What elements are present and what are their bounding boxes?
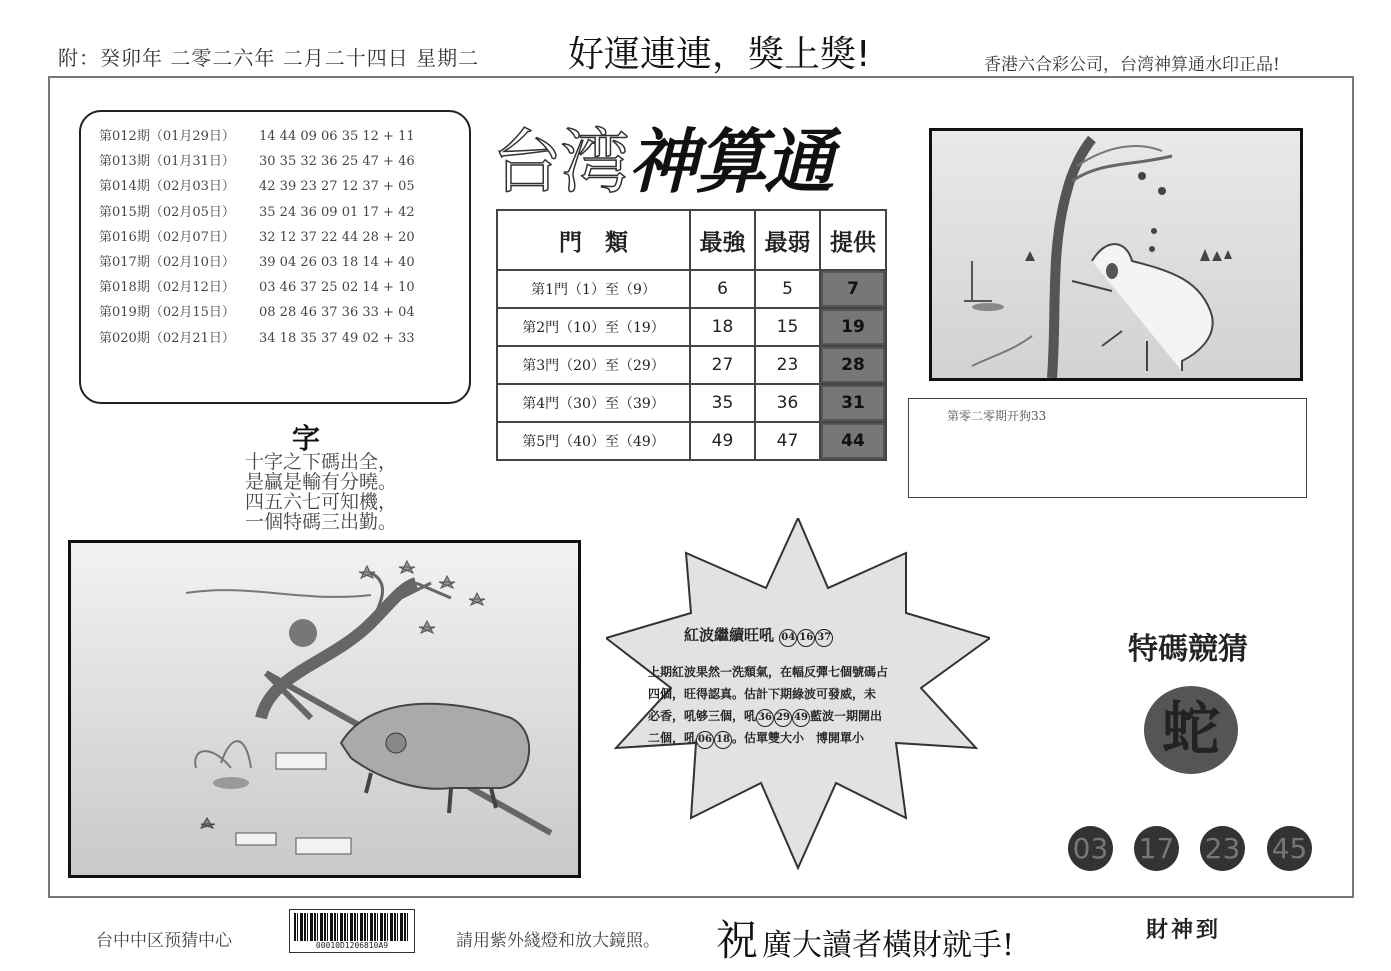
- table-header-row: 門 類 最強 最弱 提供: [497, 210, 886, 270]
- dog-tree-illustration: [929, 128, 1303, 381]
- number-ball: 17: [1134, 826, 1179, 871]
- footer-caishen: 財神到: [1146, 917, 1222, 943]
- footer-wish: 廣大讀者橫財就手!: [762, 928, 1015, 963]
- table-row: 第2門（10）至（19） 18 15 19: [497, 308, 886, 346]
- history-row: 第017期（02月10日） 39 04 26 03 18 14 + 40: [99, 254, 415, 270]
- barcode: [289, 909, 415, 953]
- table-row: 第3門（20）至（29） 27 23 28: [497, 346, 886, 384]
- number-ball: 03: [1068, 826, 1113, 871]
- table-row: 第1門（1）至（9） 6 5 7: [497, 270, 886, 308]
- boar-tree-illustration: [68, 540, 581, 878]
- page-title: 台湾神算通: [492, 120, 832, 203]
- table-row: 第5門（40）至（49） 49 47 44: [497, 422, 886, 460]
- barcode-bars: [294, 913, 410, 941]
- zodiac-badge: 蛇: [1144, 686, 1238, 774]
- barcode-number: 00010D1206810A9: [315, 941, 389, 950]
- riddle-title: 字: [292, 422, 321, 455]
- history-row: 第015期（02月05日） 35 24 36 09 01 17 + 42: [99, 204, 415, 220]
- header-slogan: 好運連連，獎上獎!: [568, 34, 871, 75]
- header-date: 附：癸卯年 二零二六年 二月二十四日 星期二: [58, 46, 480, 70]
- history-row: 第016期（02月07日） 32 12 37 22 44 28 + 20: [99, 229, 415, 245]
- starburst-text: 紅波繼續旺吼 04 16 37 上期紅波果然一洗頹氣，在幅反彈七個號碼占 四個，旺得認真。估計下期綠波可發威，未 必香，吼够三個，吼 36 29 49 藍波一期開出 二個，吼 06 18 。估單雙大小 博開單小: [648, 624, 958, 749]
- footer-zhu: 祝: [716, 916, 759, 965]
- history-box: [79, 110, 471, 404]
- history-row: 第018期（02月12日） 03 46 37 25 02 14 + 10: [99, 280, 415, 296]
- history-row: 第020期（02月21日） 34 18 35 37 49 02 + 33: [99, 330, 415, 346]
- category-table: [496, 209, 887, 461]
- starburst-headline: 紅波繼續旺吼 04 16 37: [648, 624, 958, 647]
- history-row: 第014期（02月03日） 42 39 23 27 12 37 + 05: [99, 179, 415, 195]
- footer-instruction: 請用紫外綫燈和放大鏡照。: [456, 931, 660, 951]
- history-row: 第019期（02月15日） 08 28 46 37 36 33 + 04: [99, 305, 415, 321]
- header-company: 香港六合彩公司，台湾神算通水印正品!: [984, 55, 1280, 75]
- number-ball: 23: [1200, 826, 1245, 871]
- riddle-poem: 十字之下碼出全， 是贏是輸有分曉。 四五六七可知機， 一個特碼三出勤。: [244, 451, 397, 533]
- special-guess-title: 特碼競猜: [1128, 632, 1248, 667]
- note-box: 第零二零期开狗33: [908, 398, 1307, 498]
- footer-center-name: 台中中区预猜中心: [96, 931, 232, 951]
- table-row: 第4門（30）至（39） 35 36 31: [497, 384, 886, 422]
- number-ball: 45: [1267, 826, 1312, 871]
- history-row: 第012期（01月29日） 14 44 09 06 35 12 + 11: [99, 129, 415, 144]
- history-row: 第013期（01月31日） 30 35 32 36 25 47 + 46: [99, 154, 415, 170]
